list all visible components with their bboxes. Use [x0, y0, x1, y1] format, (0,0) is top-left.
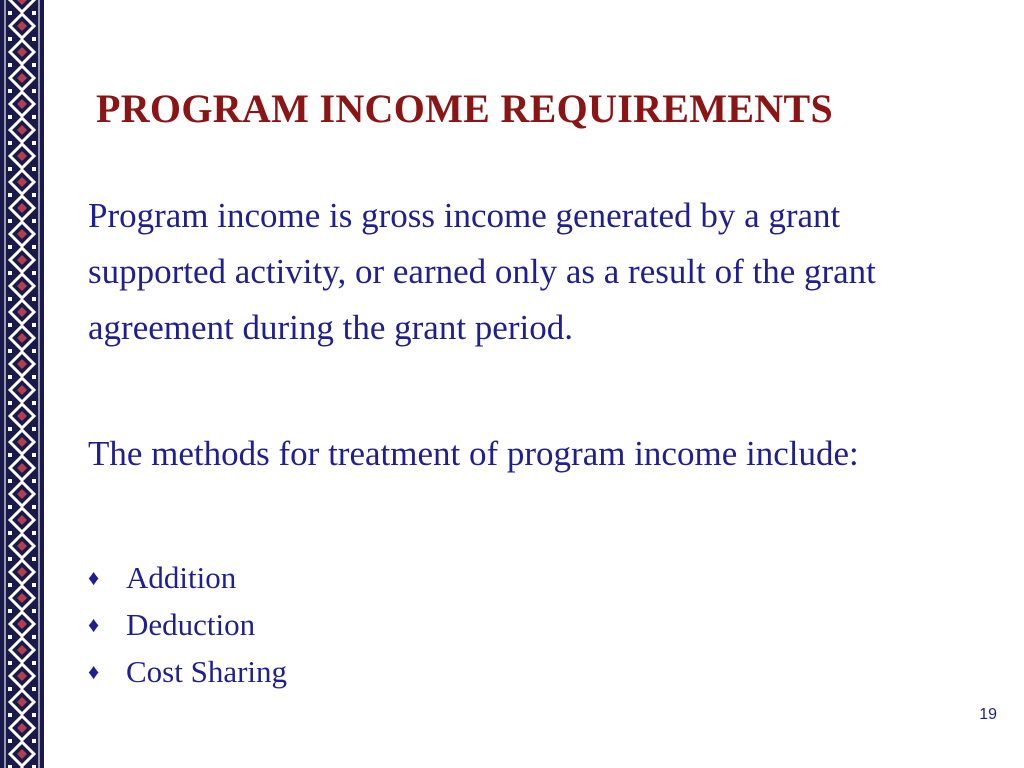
diamond-bullet-icon: ♦	[88, 612, 100, 637]
list-item-label: Cost Sharing	[126, 654, 288, 689]
list-item	[88, 601, 287, 648]
decorative-border-strip	[0, 0, 44, 768]
diamond-bullet-icon: ♦	[88, 565, 100, 590]
diamond-pattern-icon	[0, 0, 44, 768]
definition-paragraph: Program income is gross income generated by a grant supported activity, or earned only as a result of the grant agreement during the grant period.	[88, 196, 876, 347]
diamond-bullet-icon: ♦	[88, 659, 100, 684]
list-item-label: Deduction	[126, 607, 256, 642]
slide-title: PROGRAM INCOME REQUIREMENTS	[96, 86, 834, 131]
list-item-label: Addition	[126, 560, 237, 595]
list-item	[88, 648, 287, 695]
page-number: 19	[979, 706, 997, 723]
methods-intro-paragraph: The methods for treatment of program income include:	[88, 434, 859, 473]
list-item	[88, 554, 287, 601]
methods-list	[88, 554, 287, 695]
